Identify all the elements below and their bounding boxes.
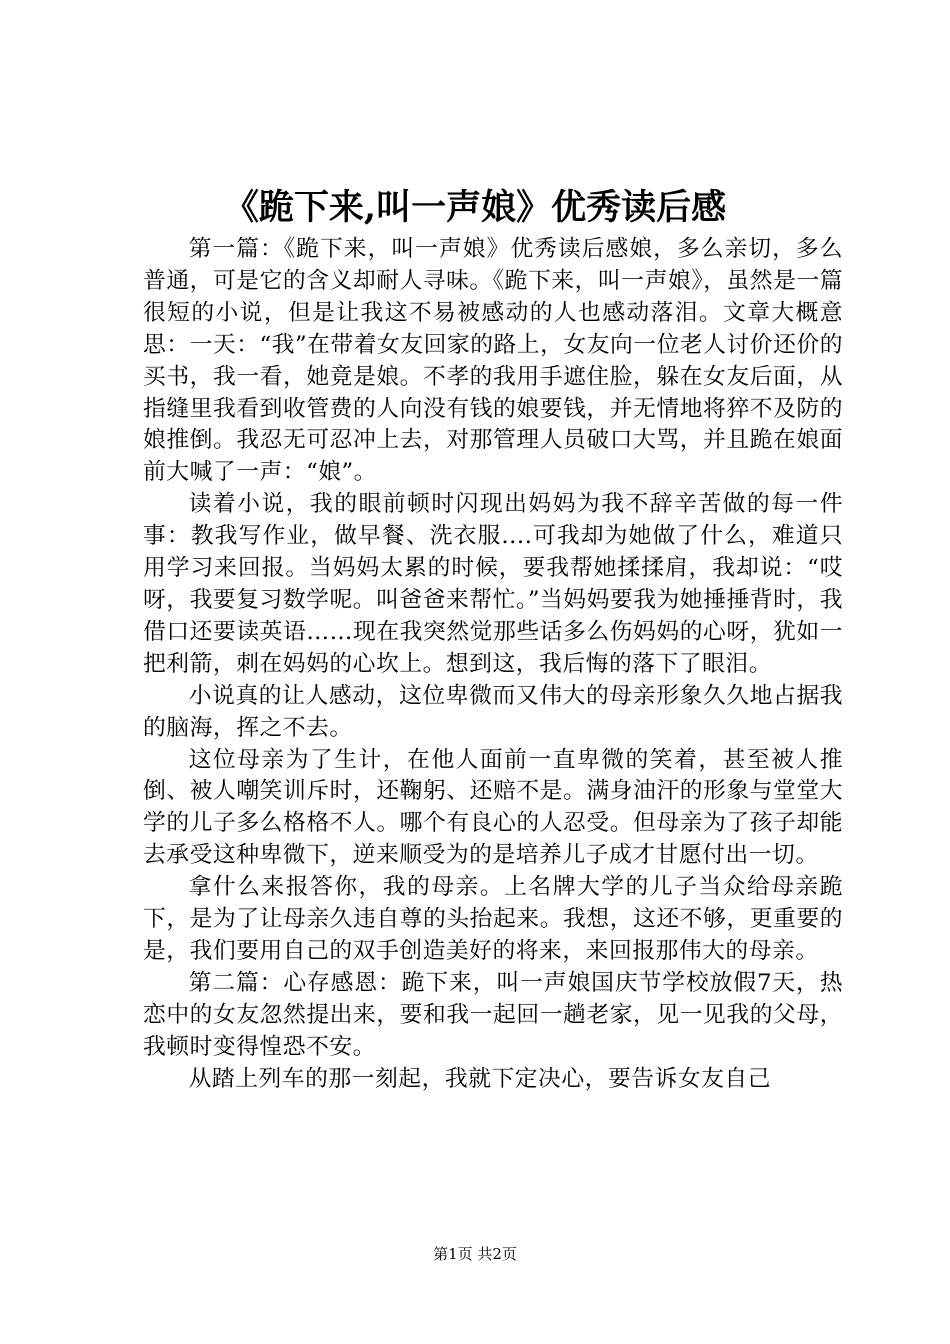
page-footer: 第1页 共2页: [433, 1245, 517, 1263]
document-body: [143, 234, 843, 1095]
document-title: 《跪下来,叫一声娘》优秀读后感: [223, 187, 727, 228]
paragraph: 第二篇：心存感恩：跪下来，叫一声娘国庆节学校放假7天，热恋中的女友忽然提出来，要和我一起回一趟老家，见一见我的父母，我顿时变得惶恐不安。: [143, 969, 843, 1060]
paragraph: 第一篇：《跪下来，叫一声娘》优秀读后感娘，多么亲切，多么普通，可是它的含义却耐人寻味。《跪下来，叫一声娘》，虽然是一篇很短的小说，但是让我这不易被感动的人也感动落泪。文章大概意思：一天：“我”在带着女友回家的路上，女友向一位老人讨价还价的买书，我一看，她竟是娘。不孝的我用手遮住脸，躲在女友后面，从指缝里我看到收管费的人向没有钱的娘要钱，并无情地将猝不及防的娘推倒。我忍无可忍冲上去，对那管理人员破口大骂，并且跪在娘面前大喊了一声：“娘”。: [143, 236, 843, 486]
paragraph: 读着小说，我的眼前顿时闪现出妈妈为我不辞辛苦做的每一件事：教我写作业，做早餐、洗衣服....可我却为她做了什么，难道只用学习来回报。当妈妈太累的时候，要我帮她揉揉肩，我却说：“哎呀，我要复习数学呢。叫爸爸来帮忙。”当妈妈要我为她捶捶背时，我借口还要读英语……现在我突然觉那些话多么伤妈妈的心呀，犹如一把利箭，刺在妈妈的心坎上。想到这，我后悔的落下了眼泪。: [143, 491, 843, 677]
paragraph: 这位母亲为了生计，在他人面前一直卑微的笑着，甚至被人推倒、被人嘲笑训斥时，还鞠躬、还赔不是。满身油汗的形象与堂堂大学的儿子多么格格不人。哪个有良心的人忍受。但母亲为了孩子却能去承受这种卑微下，逆来顺受为的是培养儿子成才甘愿付出一切。: [143, 746, 843, 869]
paragraph: 从踏上列车的那一刻起，我就下定决心，要告诉女友自己: [188, 1065, 772, 1092]
paragraph: 拿什么来报答你，我的母亲。上名牌大学的儿子当众给母亲跪下，是为了让母亲久违自尊的头抬起来。我想，这还不够，更重要的是，我们要用自己的双手创造美好的将来，来回报那伟大的母亲。: [143, 874, 843, 964]
paragraph: 小说真的让人感动，这位卑微而又伟大的母亲形象久久地占据我的脑海，挥之不去。: [143, 682, 843, 741]
